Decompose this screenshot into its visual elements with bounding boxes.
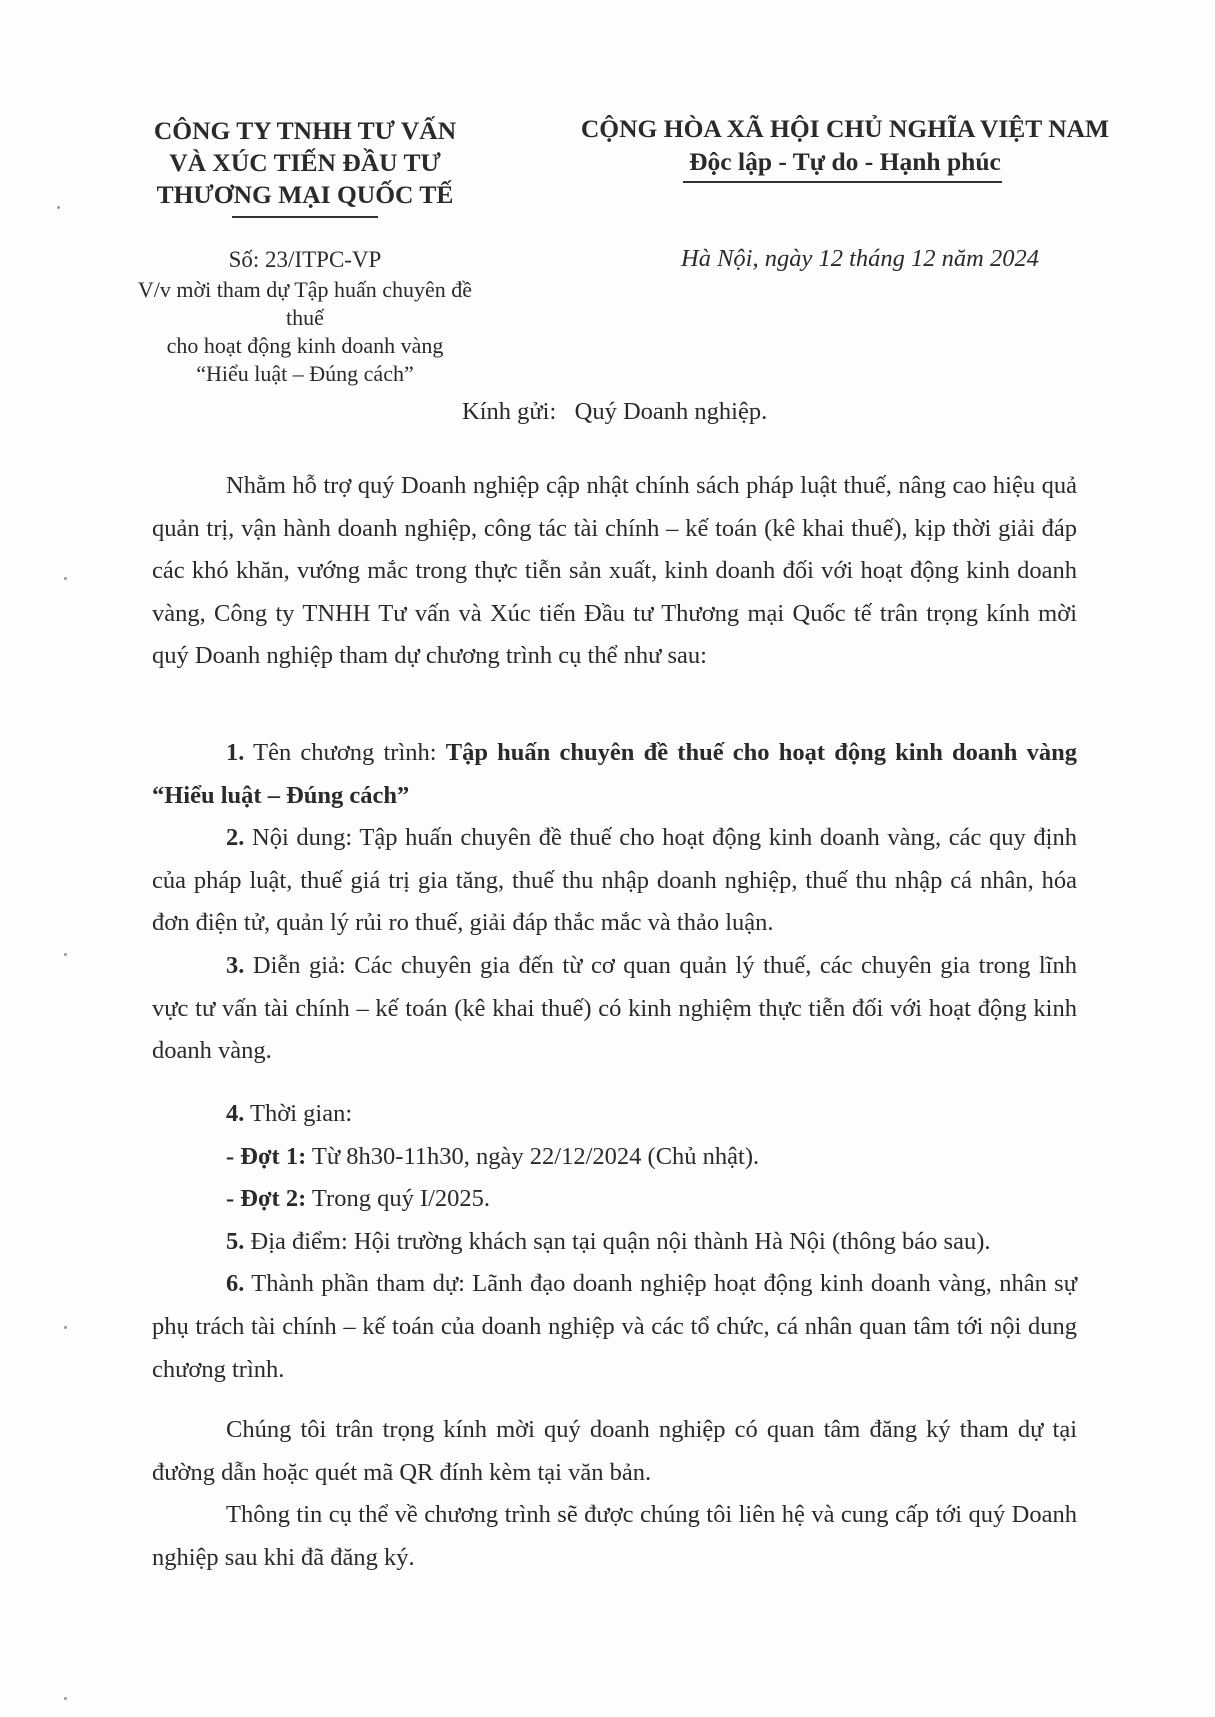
company-name-line: THƯƠNG MẠI QUỐC TẾ bbox=[156, 180, 454, 209]
item-text: Diễn giả: Các chuyên gia đến từ cơ quan quản lý thuế, các chuyên gia trong lĩnh vực tư vấn tài chính – kế toán (kê khai thuế) có kinh nghiệm thực tiễn đối với hoạt động kinh doanh vàng. bbox=[152, 951, 1077, 1065]
item-number: 1. bbox=[226, 739, 245, 766]
item-content bbox=[152, 817, 1077, 945]
item-text: Địa điểm: Hội trường khách sạn tại quận nội thành Hà Nội (thông báo sau). bbox=[244, 1227, 991, 1255]
scan-speck bbox=[64, 1697, 67, 1700]
greeting-label: Kính gửi: bbox=[462, 398, 557, 425]
national-header bbox=[555, 112, 1135, 178]
item-text: Thành phần tham dự: Lãnh đạo doanh nghiệp hoạt động kinh doanh vàng, nhân sự phụ trách tài chính – kế toán của doanh nghiệp và các tổ chức, cá nhân quan tâm tới nội dung chương trình. bbox=[152, 1270, 1077, 1383]
item-attendees bbox=[152, 1263, 1077, 1391]
nation-title: CỘNG HÒA XÃ HỘI CHỦ NGHĨA VIỆT NAM bbox=[580, 114, 1110, 143]
intro-paragraph: Nhằm hỗ trợ quý Doanh nghiệp cập nhật chính sách pháp luật thuế, nâng cao hiệu quả quản trị, vận hành doanh nghiệp, công tác tài chính – kế toán (kê khai thuế), kịp thời giải đáp các khó khăn, vướng mắc trong thực tiễn sản xuất, kinh doanh đối với hoạt động kinh doanh vàng, Công ty TNHH Tư vấn và Xúc tiến Đầu tư Thương mại Quốc tế trân trọng kính mời quý Doanh nghiệp tham dự chương trình cụ thể như sau: bbox=[152, 472, 1077, 670]
intro-section bbox=[152, 465, 1077, 678]
subject-line: V/v mời tham dự Tập huấn chuyên đề thuế bbox=[137, 277, 473, 330]
item-number: 4. bbox=[226, 1100, 245, 1127]
national-motto: Độc lập - Tự do - Hạnh phúc bbox=[689, 147, 1001, 176]
company-name-line: CÔNG TY TNHH TƯ VẤN bbox=[153, 116, 457, 145]
motto-underline bbox=[683, 181, 1002, 183]
scan-speck bbox=[64, 1326, 67, 1329]
greeting-recipient: Quý Doanh nghiệp. bbox=[574, 398, 768, 425]
item-text: Nội dung: Tập huấn chuyên đề thuế cho hoạt động kinh doanh vàng, các quy định của pháp luật, thuế giá trị gia tăng, thuế thu nhập doanh nghiệp, thuế thu nhập cá nhân, hóa đơn điện tử, quản lý rủi ro thuế, giải đáp thắc mắc và thảo luận. bbox=[152, 824, 1077, 937]
round-text: Trong quý I/2025. bbox=[306, 1185, 491, 1213]
item-speakers bbox=[152, 945, 1077, 1073]
item-number: 2. bbox=[226, 824, 245, 852]
company-name bbox=[130, 115, 480, 211]
document-number: Số: 23/ITPC-VP bbox=[228, 247, 382, 272]
item-number: 3. bbox=[226, 951, 245, 979]
scan-speck bbox=[64, 953, 67, 956]
document-reference bbox=[130, 246, 480, 388]
round-label: - Đợt 1: bbox=[226, 1142, 307, 1170]
company-name-line: VÀ XÚC TIẾN ĐẦU TƯ bbox=[169, 148, 441, 177]
item-number: 6. bbox=[226, 1270, 245, 1298]
scan-speck bbox=[57, 206, 60, 209]
round-label: - Đợt 2: bbox=[226, 1185, 307, 1213]
program-title: Tập huấn chuyên đề thuế cho hoạt động kinh doanh vàng “Hiểu luật – Đúng cách” bbox=[152, 739, 1077, 809]
subject-line: cho hoạt động kinh doanh vàng bbox=[166, 333, 444, 358]
closing-section bbox=[152, 1409, 1077, 1579]
greeting bbox=[462, 398, 767, 426]
item-time bbox=[152, 1093, 1077, 1136]
subject-line: “Hiểu luật – Đúng cách” bbox=[196, 361, 414, 386]
closing-paragraph: Chúng tôi trân trọng kính mời quý doanh nghiệp có quan tâm đăng ký tham dự tại đường dẫn hoặc quét mã QR đính kèm tại văn bản. bbox=[152, 1416, 1077, 1486]
time-round-1 bbox=[152, 1136, 1077, 1179]
company-underline bbox=[232, 216, 378, 218]
items-section-1 bbox=[152, 732, 1077, 1073]
items-section-2 bbox=[152, 1093, 1077, 1391]
item-program bbox=[152, 732, 1077, 817]
item-number: 5. bbox=[226, 1227, 245, 1255]
closing-paragraph: Thông tin cụ thể về chương trình sẽ được chúng tôi liên hệ và cung cấp tới quý Doanh nghiệp sau khi đã đăng ký. bbox=[152, 1501, 1077, 1571]
round-text: Từ 8h30-11h30, ngày 22/12/2024 (Chủ nhật). bbox=[306, 1142, 760, 1170]
time-round-2 bbox=[152, 1178, 1077, 1221]
item-text: Thời gian: bbox=[244, 1100, 353, 1127]
date-place: Hà Nội, ngày 12 tháng 12 năm 2024 bbox=[681, 245, 1039, 272]
item-label: Tên chương trình: bbox=[244, 739, 446, 766]
item-venue bbox=[152, 1221, 1077, 1264]
scan-speck bbox=[64, 577, 67, 580]
